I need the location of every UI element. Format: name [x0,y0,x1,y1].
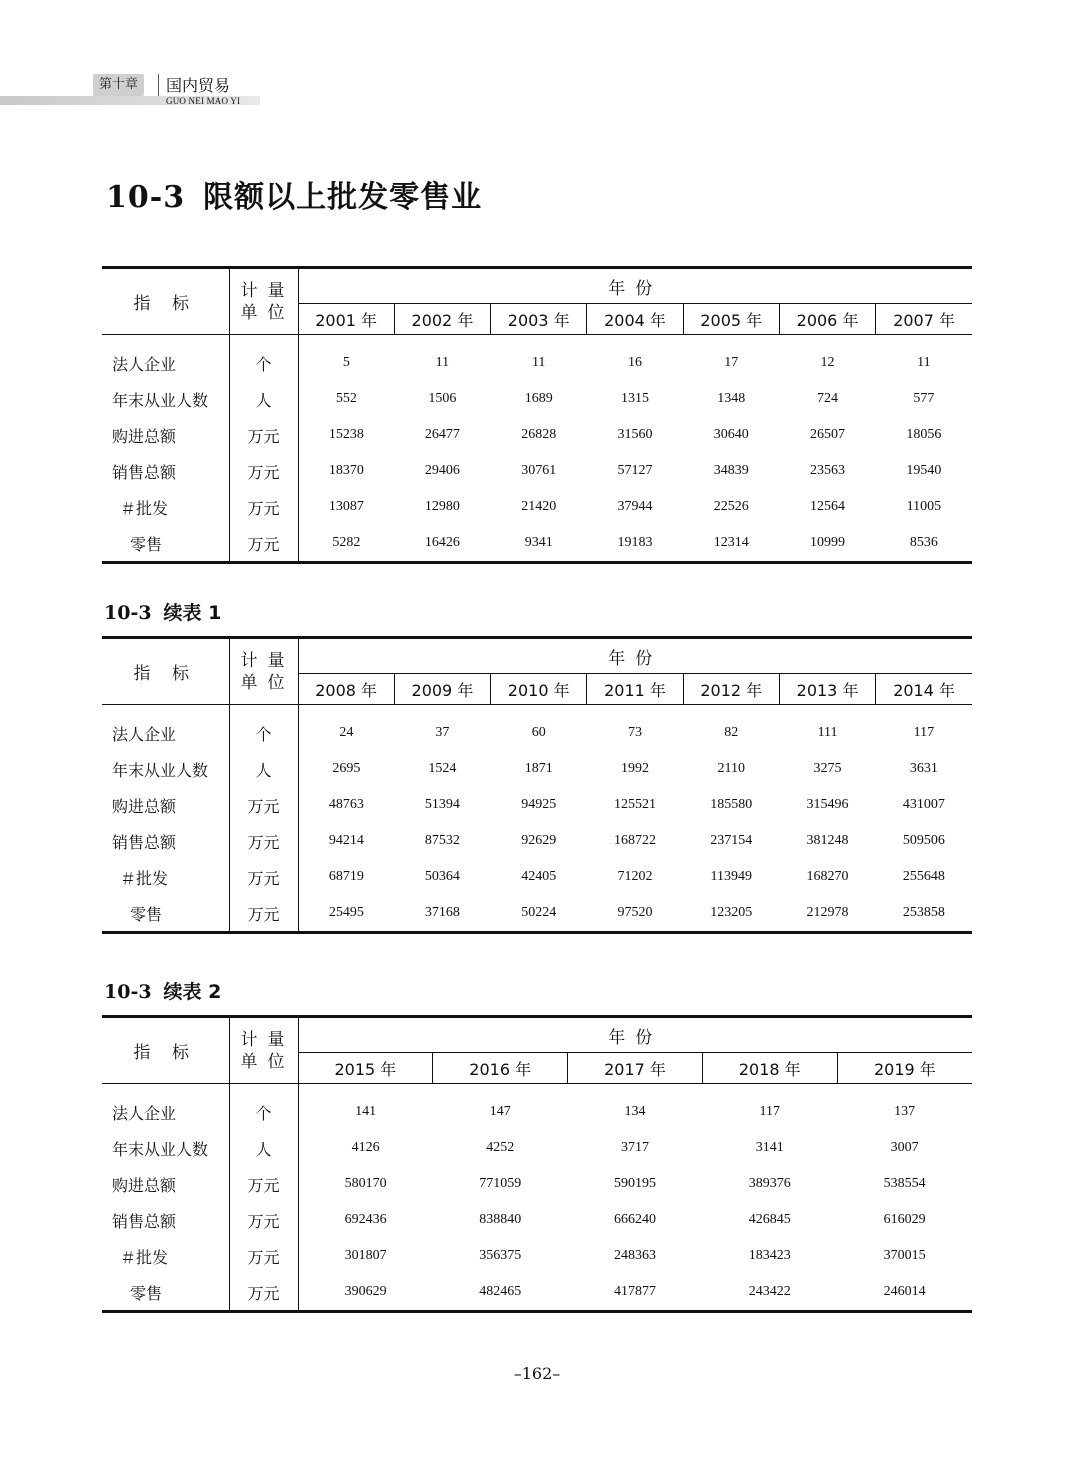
row-unit: 万元 [229,1202,298,1238]
table-cell: 552 [335,391,357,406]
row-label: 销售总额 [102,453,229,489]
table-cell: 771059 [479,1176,522,1191]
table-cell: 12314 [683,525,779,563]
table-cell: 25495 [298,895,394,933]
table-cell: 426845 [748,1212,791,1227]
year-header: 2010 年 [491,674,587,705]
table-row [102,1130,972,1166]
table-cell: 97520 [587,895,683,933]
table-cell: 1524 [428,761,457,776]
table-cell: 9341 [491,525,587,563]
table-subtitle [104,977,221,1004]
row-label: 年末从业人数 [102,751,229,787]
table-cell: 243422 [702,1274,837,1312]
year-header: 2001 年 [298,304,394,335]
table-cell: 17 [724,355,739,370]
table-cell: 82 [724,725,739,740]
year-header: 2002 年 [394,304,490,335]
header-unit-line2: 单位 [240,672,295,693]
table-cell: 26507 [810,427,846,442]
table-cell: 26828 [521,427,557,442]
table-cell: 19183 [587,525,683,563]
table-cell: 13087 [328,499,364,514]
row-unit: 人 [229,1130,298,1166]
table-cell: 577 [913,391,935,406]
table-cell: 30761 [521,463,557,478]
table-cell: 3275 [813,761,842,776]
table-cell: 15238 [328,427,364,442]
year-header: 2013 年 [779,674,875,705]
year-header: 2012 年 [683,674,779,705]
year-header: 2016 年 [433,1053,568,1084]
table-cell: 37 [435,725,450,740]
table-cell: 18056 [906,427,942,442]
table-cell: 482465 [433,1274,568,1312]
data-table [102,266,972,564]
table-cell: 838840 [479,1212,522,1227]
row-label: 零售 [102,525,229,563]
row-unit: 人 [229,751,298,787]
header-indicator: 指 标 [102,1017,229,1084]
table-row [102,823,972,859]
table-cell: 168722 [613,833,656,848]
year-header: 2003 年 [491,304,587,335]
table-cell: 381248 [806,833,849,848]
table-cell: 30640 [713,427,749,442]
table-cell: 315496 [806,797,849,812]
table-cell: 538554 [883,1176,926,1191]
row-label: 零售 [102,895,229,933]
subtitle-text: 续表 2 [163,981,222,1003]
table-cell: 23563 [810,463,846,478]
table-row [102,1202,972,1238]
row-unit: 万元 [229,489,298,525]
header-year-group: 年份 [298,638,972,674]
year-header: 2005 年 [683,304,779,335]
table-row [102,1274,972,1312]
table-row [102,895,972,933]
year-header: 2004 年 [587,304,683,335]
header-indicator: 指 标 [102,638,229,705]
table-cell: 390629 [298,1274,433,1312]
table-cell: 125521 [613,797,656,812]
table-cell: 57127 [617,463,653,478]
row-label: 购进总额 [102,787,229,823]
table-cell: 590195 [613,1176,656,1191]
year-header: 2007 年 [876,304,972,335]
row-unit: 万元 [229,859,298,895]
table-cell: 1689 [524,391,553,406]
table-cell: 5282 [298,525,394,563]
table-cell: 137 [894,1104,916,1119]
row-unit: 万元 [229,453,298,489]
table-cell: 389376 [748,1176,791,1191]
row-unit: 万元 [229,1274,298,1312]
table-cell: 1315 [620,391,649,406]
header-unit [229,268,298,335]
table-cell: 4252 [486,1140,515,1155]
table-cell: 92629 [521,833,557,848]
table-cell: 1506 [428,391,457,406]
table-cell: 37168 [394,895,490,933]
table-cell: 11005 [906,499,942,514]
header-indicator: 指 标 [102,268,229,335]
table-cell: 5 [342,355,350,370]
row-label: 年末从业人数 [102,381,229,417]
table-cell: 1992 [620,761,649,776]
subtitle-number: 10-3 [104,981,152,1003]
table-cell: 246014 [837,1274,972,1312]
row-unit: 万元 [229,787,298,823]
table-cell: 8536 [876,525,972,563]
table-cell: 10999 [779,525,875,563]
table-cell: 42405 [521,869,557,884]
header-divider [158,74,159,96]
table-cell: 1871 [524,761,553,776]
table-row [102,489,972,525]
table-cell: 11 [435,355,450,370]
table-cell: 141 [355,1104,377,1119]
table-cell: 255648 [902,869,945,884]
row-unit: 万元 [229,895,298,933]
table-cell: 34839 [713,463,749,478]
table-cell: 11 [531,355,546,370]
table-cell: 18370 [328,463,364,478]
table-cell: 12980 [424,499,460,514]
table-cell: 12564 [810,499,846,514]
data-table [102,1015,972,1313]
table-cell: 11 [917,355,931,370]
table-cell: 3141 [755,1140,784,1155]
table-cell: 666240 [613,1212,656,1227]
table-cell: 94925 [521,797,557,812]
chapter-title: 国内贸易 [166,76,231,95]
table-cell: 134 [624,1104,646,1119]
table-row [102,453,972,489]
table-cell: 37944 [617,499,653,514]
row-unit: 个 [229,1094,298,1130]
year-header: 2006 年 [779,304,875,335]
row-label: 法人企业 [102,1094,229,1130]
table-cell: 50224 [491,895,587,933]
page-number: –162– [513,1364,561,1383]
row-label: 年末从业人数 [102,1130,229,1166]
table-cell: 87532 [424,833,460,848]
row-label: 法人企业 [102,345,229,381]
table-cell: 123205 [683,895,779,933]
page-title [106,172,482,216]
table-cell: 431007 [902,797,945,812]
table-cell: 301807 [344,1248,387,1263]
table-cell: 356375 [479,1248,522,1263]
row-label: ＃批发 [102,1238,229,1274]
table-row [102,751,972,787]
table-cell: 117 [759,1104,781,1119]
table-cell: 2695 [332,761,361,776]
row-label: ＃批发 [102,489,229,525]
table-cell: 212978 [779,895,875,933]
table-row [102,859,972,895]
year-header: 2014 年 [876,674,972,705]
row-unit: 个 [229,715,298,751]
table-cell: 113949 [710,869,752,884]
title-text: 限额以上批发零售业 [203,180,483,215]
year-header: 2017 年 [568,1053,703,1084]
table-cell: 253858 [876,895,972,933]
table-cell: 724 [817,391,839,406]
row-label: 购进总额 [102,417,229,453]
table-cell: 370015 [883,1248,926,1263]
table-cell: 3007 [890,1140,919,1155]
header-unit-line2: 单位 [240,302,295,323]
table-row [102,1238,972,1274]
table-cell: 183423 [748,1248,791,1263]
table-cell: 248363 [613,1248,656,1263]
row-label: ＃批发 [102,859,229,895]
table-row [102,715,972,751]
table-cell: 12 [820,355,835,370]
table-cell: 3717 [620,1140,649,1155]
year-header: 2009 年 [394,674,490,705]
header-unit-line1: 计量 [240,650,295,671]
table-cell: 3631 [909,761,938,776]
table-cell: 580170 [344,1176,387,1191]
table-cell: 692436 [344,1212,387,1227]
table-cell: 73 [627,725,642,740]
row-label: 法人企业 [102,715,229,751]
table-row [102,787,972,823]
table-row [102,1166,972,1202]
table-cell: 16426 [394,525,490,563]
table-cell: 21420 [521,499,557,514]
table-cell: 117 [913,725,935,740]
table-cell: 509506 [902,833,945,848]
table-cell: 417877 [568,1274,703,1312]
table-cell: 111 [817,725,838,740]
table-cell: 50364 [424,869,460,884]
table-cell: 185580 [710,797,753,812]
table-cell: 1348 [717,391,746,406]
year-header: 2019 年 [837,1053,972,1084]
row-label: 销售总额 [102,823,229,859]
table-cell: 2110 [717,761,745,776]
title-number: 10-3 [106,180,186,215]
subtitle-text: 续表 1 [163,602,222,624]
header-year-group: 年份 [298,1017,972,1053]
table-row [102,381,972,417]
table-row [102,525,972,563]
row-unit: 个 [229,345,298,381]
year-header: 2008 年 [298,674,394,705]
table-cell: 26477 [424,427,460,442]
table-cell: 48763 [328,797,364,812]
table-cell: 31560 [617,427,653,442]
table-cell: 29406 [424,463,460,478]
table-cell: 168270 [806,869,849,884]
header-unit [229,1017,298,1084]
table-cell: 71202 [617,869,653,884]
table-cell: 51394 [424,797,460,812]
table-cell: 68719 [328,869,364,884]
row-unit: 人 [229,381,298,417]
year-header: 2011 年 [587,674,683,705]
row-label: 零售 [102,1274,229,1312]
table-cell: 16 [627,355,642,370]
row-unit: 万元 [229,417,298,453]
header-unit-line1: 计量 [240,280,295,301]
table-subtitle [104,598,221,625]
table-cell: 19540 [906,463,942,478]
header-unit-line2: 单位 [240,1051,295,1072]
table-row [102,417,972,453]
row-label: 购进总额 [102,1166,229,1202]
table-cell: 24 [339,725,354,740]
subtitle-number: 10-3 [104,602,152,624]
row-unit: 万元 [229,525,298,563]
table-cell: 94214 [328,833,364,848]
row-label: 销售总额 [102,1202,229,1238]
row-unit: 万元 [229,1166,298,1202]
chapter-label: 第十章 [93,74,144,96]
data-table [102,636,972,934]
row-unit: 万元 [229,823,298,859]
header-unit [229,638,298,705]
table-row [102,345,972,381]
year-header: 2015 年 [298,1053,433,1084]
table-cell: 60 [531,725,546,740]
table-cell: 4126 [351,1140,380,1155]
table-cell: 22526 [713,499,749,514]
year-header: 2018 年 [702,1053,837,1084]
header-year-group: 年份 [298,268,972,304]
table-cell: 616029 [883,1212,926,1227]
chapter-pinyin: GUO NEI MAO YI [166,96,241,106]
table-cell: 147 [489,1104,511,1119]
table-row [102,1094,972,1130]
row-unit: 万元 [229,1238,298,1274]
table-cell: 237154 [710,833,753,848]
header-unit-line1: 计量 [240,1029,295,1050]
